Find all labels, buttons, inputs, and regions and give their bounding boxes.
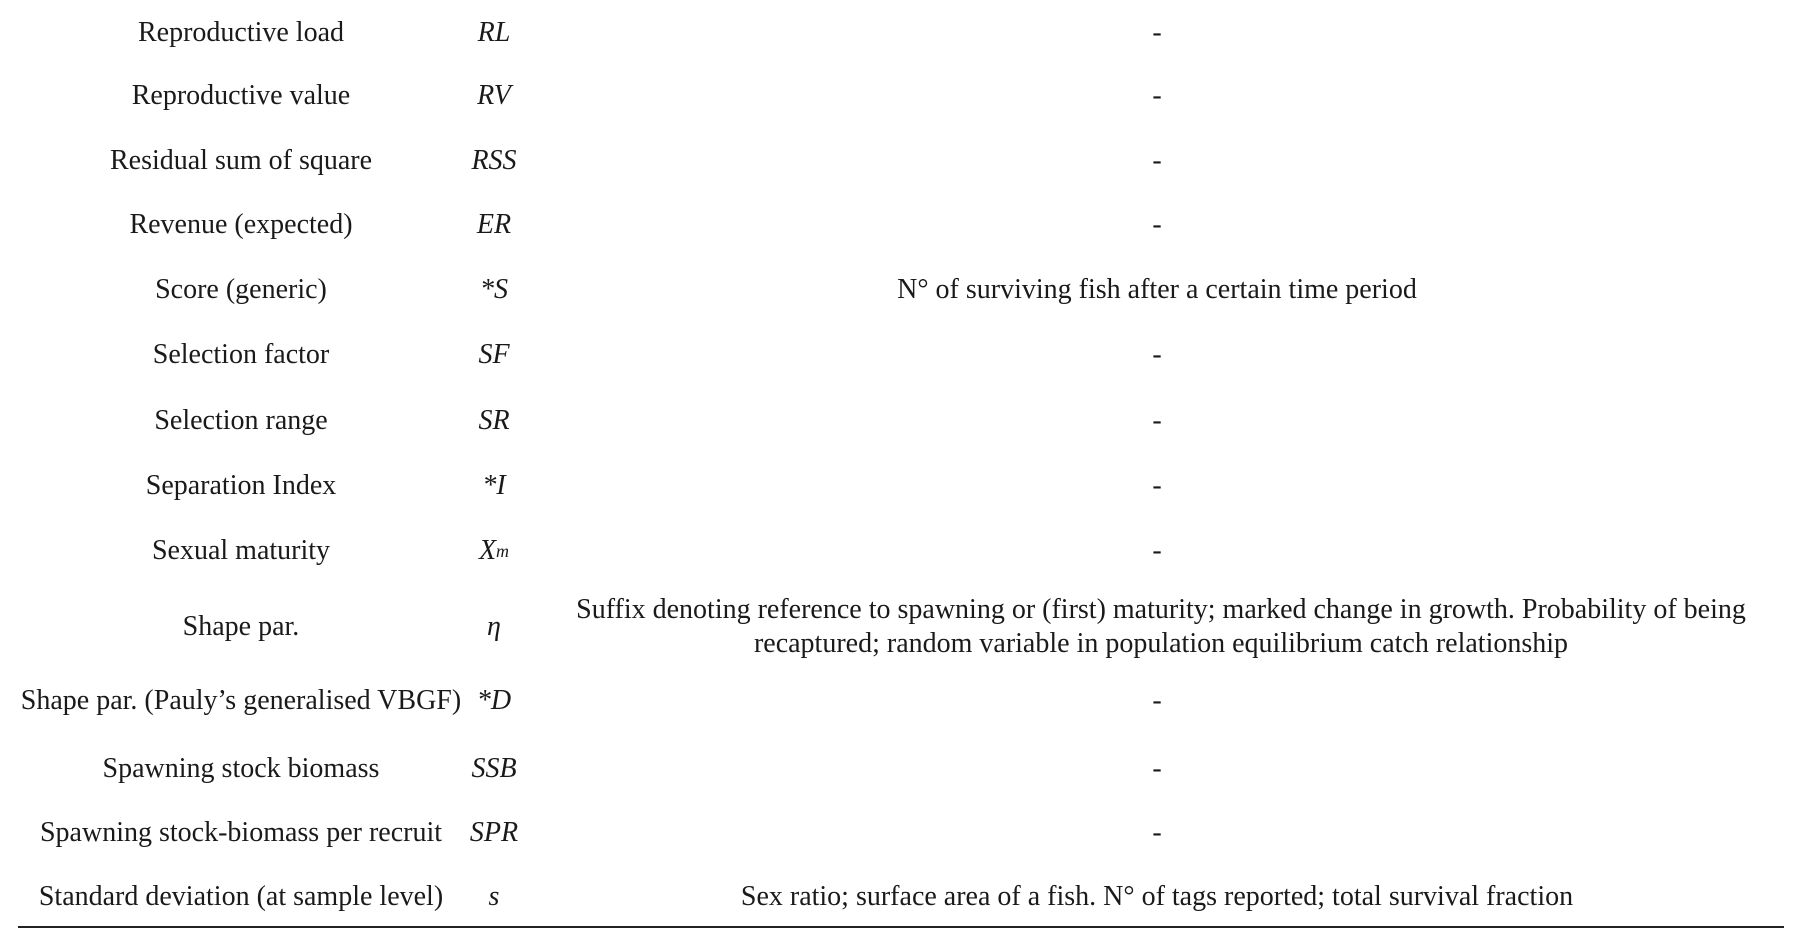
symbol-cell: RV — [477, 80, 511, 111]
symbol-cell — [464, 518, 524, 584]
note-cell: - — [1152, 145, 1162, 176]
symbol-cell: SF — [478, 339, 510, 370]
symbol-cell: RL — [477, 17, 511, 48]
note-cell: - — [1152, 817, 1162, 848]
table-row — [0, 659, 1802, 743]
table-row — [0, 518, 1802, 584]
symbol-cell: η — [487, 611, 501, 642]
note-cell: - — [1152, 535, 1162, 566]
note-cell: - — [1152, 339, 1162, 370]
term-cell: Reproductive value — [131, 80, 351, 111]
note-cell: - — [1152, 470, 1162, 501]
table-row — [0, 192, 1802, 258]
term-cell: Sexual maturity — [151, 535, 331, 566]
table-row — [0, 864, 1802, 930]
term-cell: Spawning stock biomass — [102, 753, 380, 784]
symbol-subscript: m — [496, 541, 510, 561]
term-cell: Score (generic) — [155, 274, 327, 305]
note-cell: - — [1152, 80, 1162, 111]
note-cell: N° of surviving fish after a certain time period — [897, 274, 1417, 305]
table-row — [0, 453, 1802, 519]
symbol-cell: ER — [476, 209, 512, 240]
note-cell: - — [1152, 405, 1162, 436]
note-cell: - — [1152, 685, 1162, 716]
symbol-cell: *I — [482, 470, 506, 501]
symbol-cell: SPR — [469, 817, 519, 848]
table-row — [0, 585, 1802, 669]
term-cell: Selection factor — [152, 339, 330, 370]
table-bottom-rule — [18, 926, 1784, 928]
note-cell: - — [1152, 209, 1162, 240]
note-cell: Suffix denoting reference to spawning or (first) maturity; marked change in growth. Probability of being recaptured; random variable in population equilibrium catch relationship — [576, 594, 1746, 659]
term-cell: Spawning stock-biomass per recruit — [39, 817, 443, 848]
symbol-cell: *S — [480, 274, 508, 305]
symbol-cell: RSS — [471, 145, 517, 176]
symbol-cell: s — [488, 881, 500, 912]
table-row — [0, 388, 1802, 454]
table-row — [0, 257, 1802, 323]
term-cell: Separation Index — [145, 470, 337, 501]
symbol-cell: *D — [476, 685, 512, 716]
symbol-cell: SR — [478, 405, 510, 436]
term-cell: Reproductive load — [137, 17, 345, 48]
table-row — [0, 736, 1802, 802]
term-cell: Selection range — [154, 405, 328, 436]
term-cell: Shape par. (Pauly’s generalised VBGF) — [20, 685, 462, 716]
note-cell: - — [1152, 753, 1162, 784]
symbol-main: X — [478, 535, 497, 566]
term-cell: Revenue (expected) — [129, 209, 353, 240]
table-row — [0, 128, 1802, 194]
term-cell: Shape par. — [182, 611, 300, 642]
table-row — [0, 800, 1802, 866]
note-cell: Sex ratio; surface area of a fish. N° of tags reported; total survival fraction — [740, 881, 1574, 912]
table-row — [0, 322, 1802, 388]
term-cell: Standard deviation (at sample level) — [38, 881, 444, 912]
note-cell: - — [1152, 17, 1162, 48]
symbol-cell: SSB — [471, 753, 517, 784]
term-cell: Residual sum of square — [109, 145, 373, 176]
table-row — [0, 0, 1802, 66]
table-row — [0, 63, 1802, 129]
